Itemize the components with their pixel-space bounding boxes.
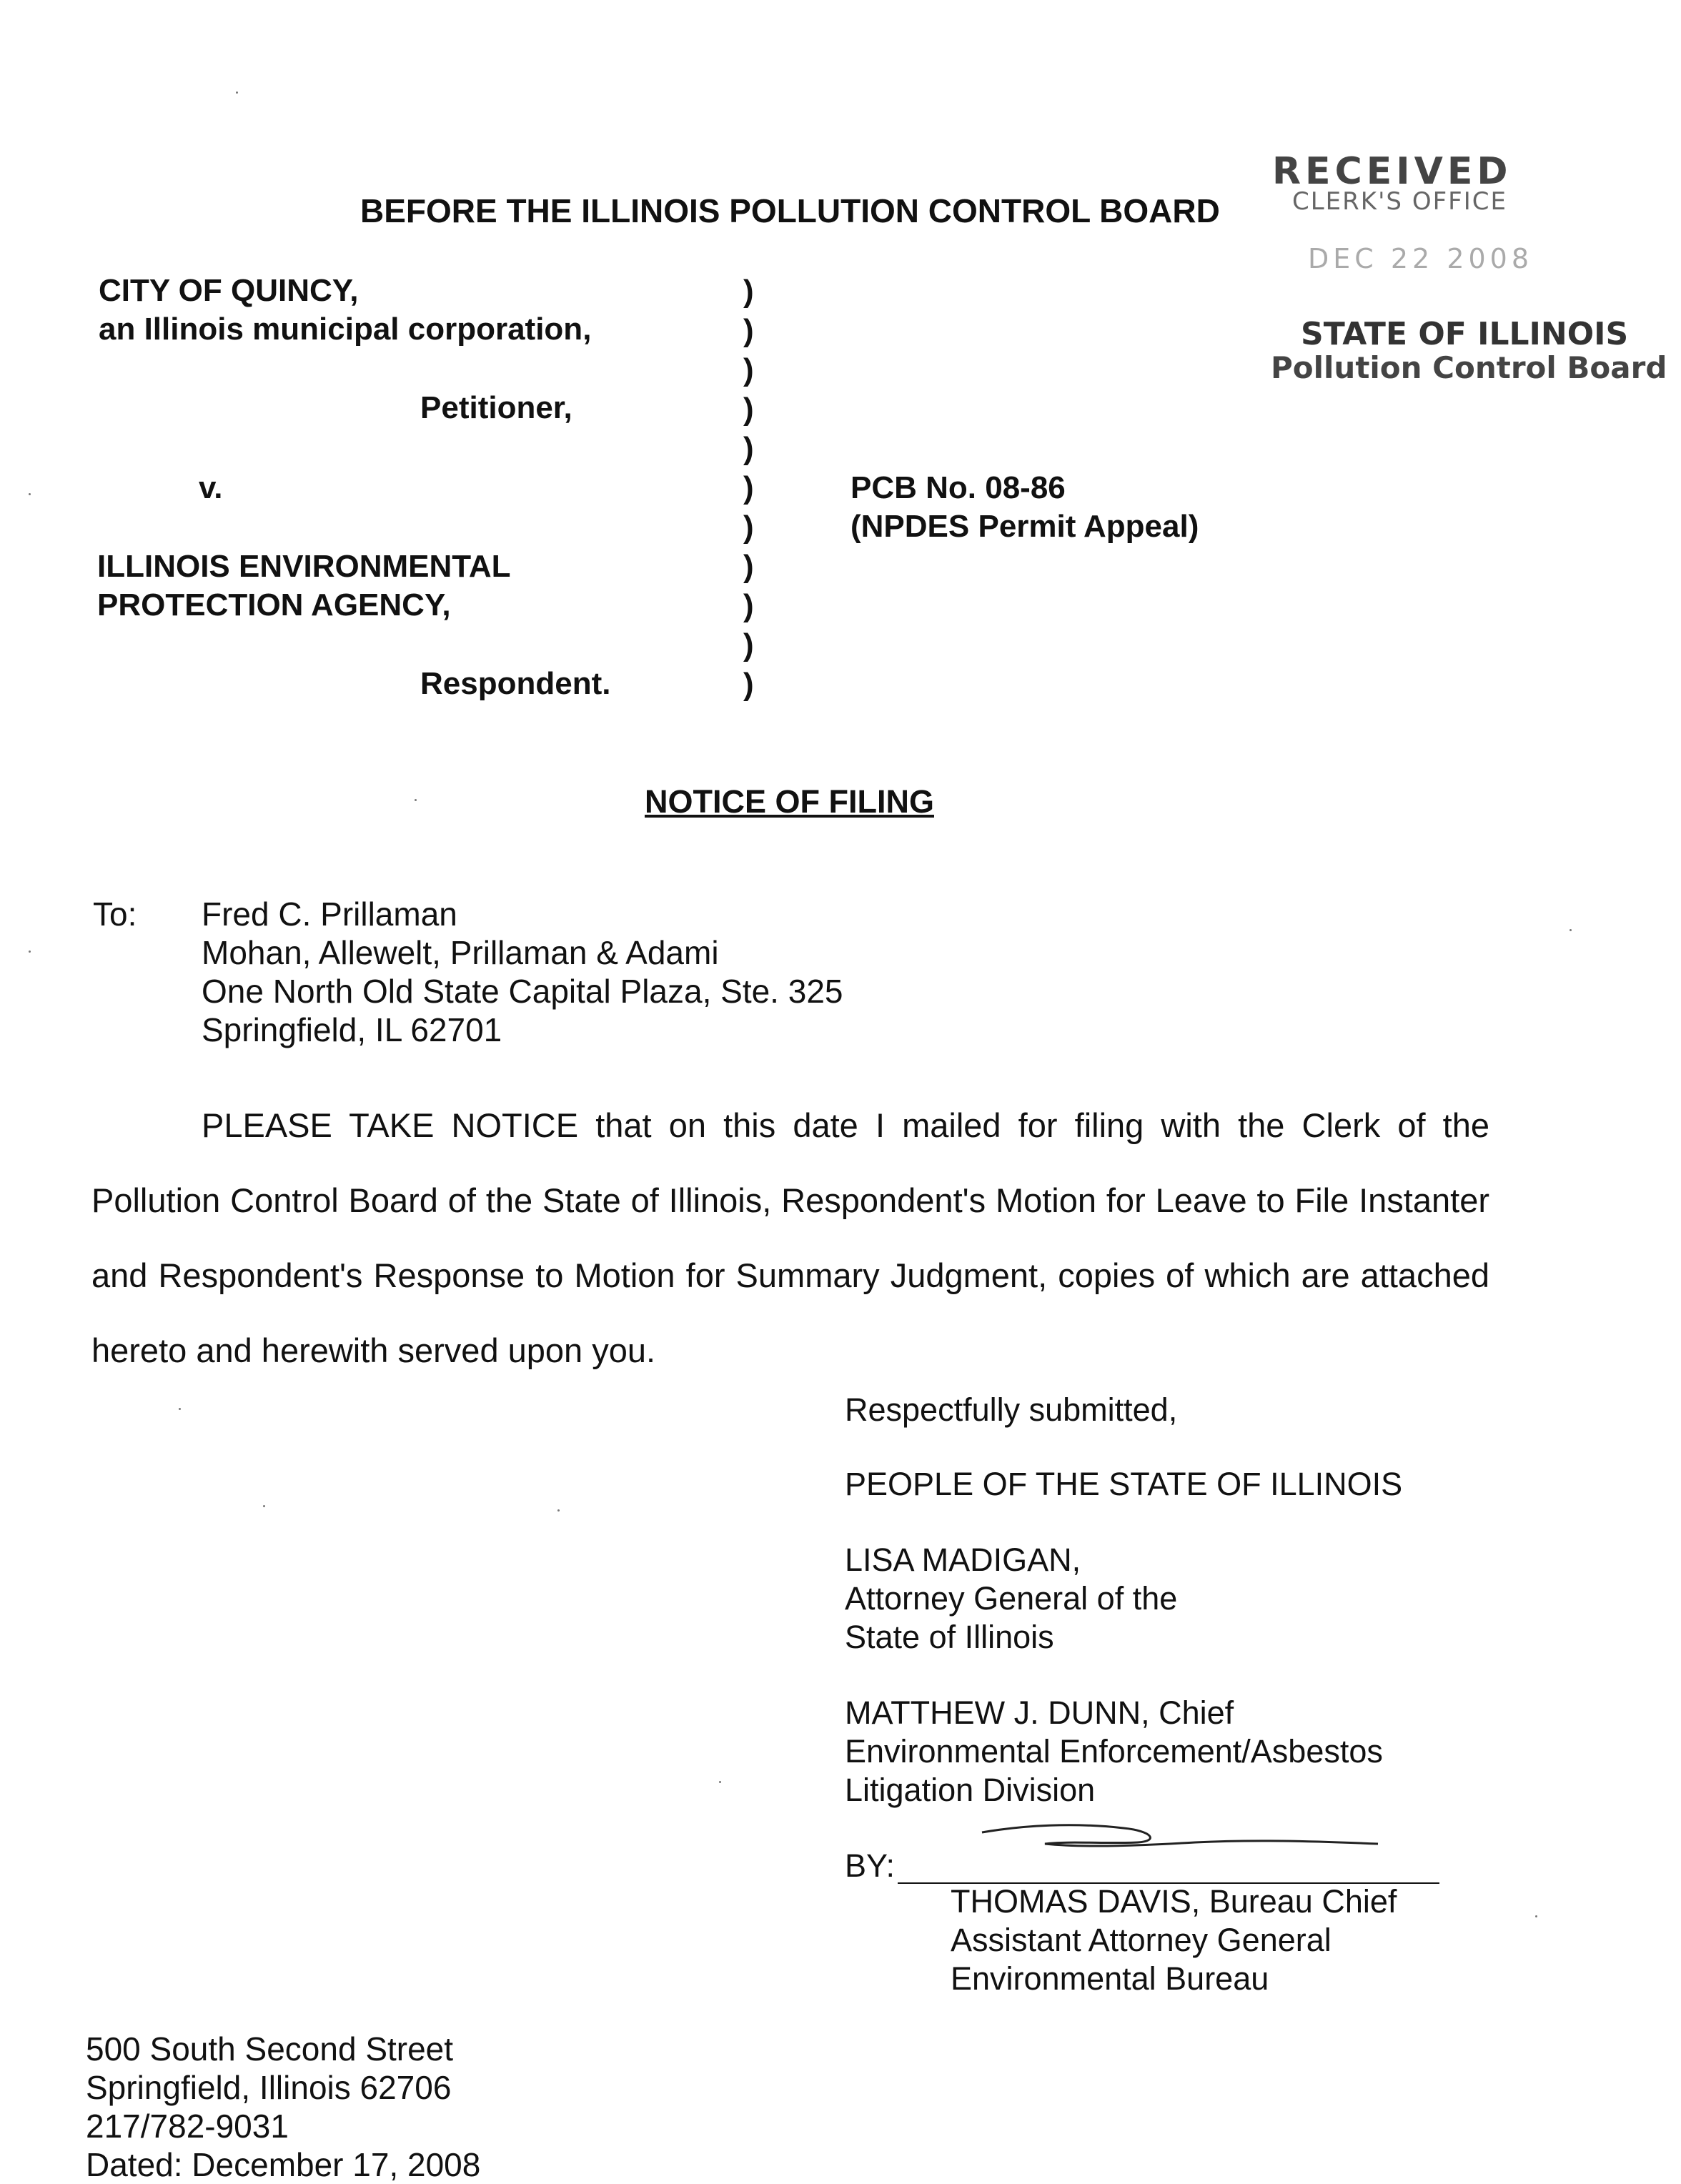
petitioner-label: Petitioner, <box>420 390 572 425</box>
sender-address-block <box>86 2030 480 2184</box>
scan-speck <box>29 950 31 953</box>
scan-speck <box>236 91 238 94</box>
stamp-date: DEC 22 2008 <box>1308 243 1534 274</box>
caption-paren: ) <box>743 549 754 584</box>
respondent-name-line2: PROTECTION AGENCY, <box>97 587 451 622</box>
caption-paren: ) <box>743 510 754 545</box>
chief-block <box>845 1694 1383 1810</box>
address-dated: Dated: December 17, 2008 <box>86 2146 481 2183</box>
case-info <box>851 469 1199 546</box>
addressee-name: Fred C. Prillaman <box>202 895 457 933</box>
stamp-state: STATE OF ILLINOIS <box>1301 316 1629 352</box>
address-phone: 217/782-9031 <box>86 2108 289 2145</box>
notice-title: NOTICE OF FILING <box>645 783 934 820</box>
petitioner-block <box>99 272 591 349</box>
document-heading: BEFORE THE ILLINOIS POLLUTION CONTROL BOARD <box>360 192 1220 229</box>
scan-speck <box>179 1408 181 1410</box>
signer-title-line2: Environmental Bureau <box>951 1960 1269 1997</box>
scan-speck <box>415 799 417 801</box>
address-street: 500 South Second Street <box>86 2030 454 2068</box>
signer-title-line1: Assistant Attorney General <box>951 1922 1332 1958</box>
address-city: Springfield, Illinois 62706 <box>86 2069 452 2106</box>
caption-paren: ) <box>743 431 754 466</box>
to-label: To: <box>93 895 137 933</box>
ag-title-line2: State of Illinois <box>845 1619 1054 1655</box>
attorney-general-block <box>845 1541 1177 1657</box>
petitioner-name: CITY OF QUINCY, <box>99 273 359 308</box>
chief-name: MATTHEW J. DUNN, Chief <box>845 1694 1234 1731</box>
case-number: PCB No. 08-86 <box>851 470 1066 505</box>
caption-paren: ) <box>743 470 754 505</box>
addressee-block <box>202 895 843 1049</box>
scan-speck <box>263 1505 265 1507</box>
caption-paren: ) <box>743 352 754 387</box>
scan-speck <box>719 1781 721 1783</box>
scan-speck <box>557 1509 560 1512</box>
caption-paren: ) <box>743 392 754 427</box>
caption-paren: ) <box>743 627 754 662</box>
case-type: (NPDES Permit Appeal) <box>851 509 1199 544</box>
stamp-board: Pollution Control Board <box>1271 350 1667 385</box>
ag-name: LISA MADIGAN, <box>845 1542 1081 1578</box>
scan-speck <box>1535 1915 1537 1917</box>
stamp-clerk-office: CLERK'S OFFICE <box>1292 187 1507 216</box>
addressee-firm: Mohan, Allewelt, Prillaman & Adami <box>202 934 719 971</box>
caption-parentheses <box>743 272 754 704</box>
respondent-block <box>97 547 511 625</box>
signer-name: THOMAS DAVIS, Bureau Chief <box>951 1883 1397 1920</box>
addressee-city: Springfield, IL 62701 <box>202 1011 502 1048</box>
ag-title-line1: Attorney General of the <box>845 1580 1178 1617</box>
caption-paren: ) <box>743 313 754 348</box>
by-label: BY: <box>845 1847 896 1884</box>
notice-paragraph: PLEASE TAKE NOTICE that on this date I mailed for filing with the Clerk of the Pollution Control Board of the State of Illinois, Respondent's Motion for Leave to File Instanter and Respondent's Response to Motion for Summary Judgment, copies of which are attached hereto and herewith served upon you. <box>91 1106 1489 1369</box>
chief-title-line1: Environmental Enforcement/Asbestos <box>845 1733 1383 1769</box>
petitioner-description: an Illinois municipal corporation, <box>99 312 592 347</box>
respondent-label: Respondent. <box>420 666 611 701</box>
addressee-street: One North Old State Capital Plaza, Ste. 325 <box>202 973 843 1010</box>
chief-title-line2: Litigation Division <box>845 1772 1096 1808</box>
signer-block <box>951 1882 1397 1998</box>
versus-label: v. <box>199 470 223 505</box>
respondent-name-line1: ILLINOIS ENVIRONMENTAL <box>97 549 511 584</box>
stamp-received-text: RECEIVED <box>1272 150 1512 193</box>
scan-speck <box>1570 929 1572 931</box>
people-line: PEOPLE OF THE STATE OF ILLINOIS <box>845 1466 1403 1502</box>
closing-line: Respectfully submitted, <box>845 1391 1178 1428</box>
caption-paren: ) <box>743 274 754 309</box>
caption-paren: ) <box>743 667 754 702</box>
handwritten-signature <box>981 1812 1381 1862</box>
caption-paren: ) <box>743 588 754 623</box>
scan-speck <box>29 493 31 495</box>
